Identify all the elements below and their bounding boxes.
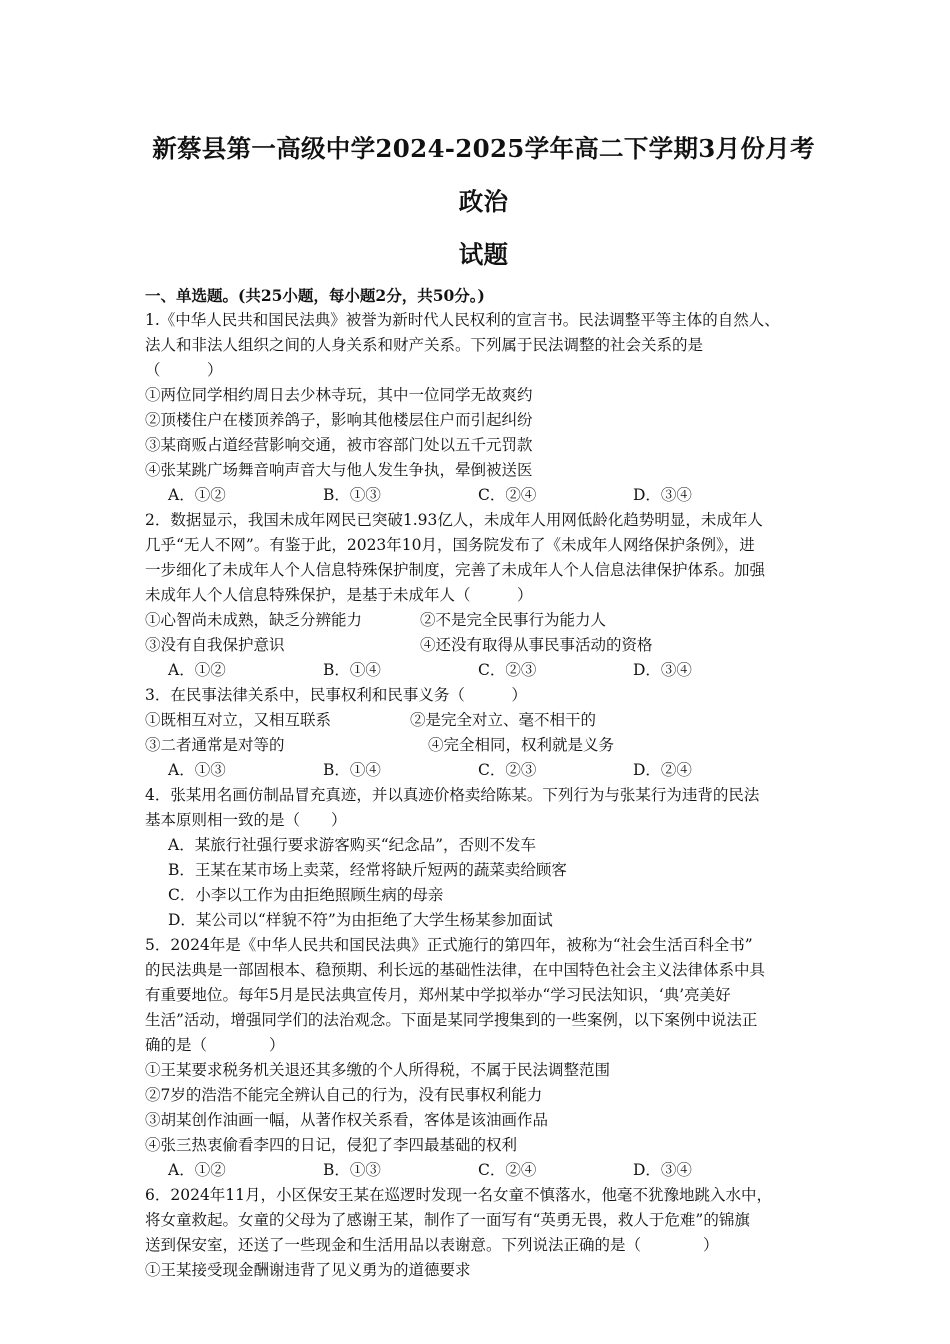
statement-item: ①王某要求税务机关退还其多缴的个人所得税，不属于民法调整范围 bbox=[145, 1061, 611, 1079]
question-6 bbox=[145, 1183, 822, 1283]
question-text: 3．在民事法律关系中，民事权利和民事义务（ ） bbox=[145, 686, 527, 704]
statement-row bbox=[145, 608, 822, 633]
question-text: 5．2024年是《中华人民共和国民法典》正式施行的第四年，被称为“社会生活百科全书” bbox=[145, 936, 753, 954]
question-text: 的民法典是一部固根本、稳预期、利长远的基础性法律，在中国特色社会主义法律体系中具 bbox=[145, 961, 766, 979]
option-d: D．③④ bbox=[633, 1161, 692, 1179]
question-2 bbox=[145, 508, 822, 683]
option-c: C．②④ bbox=[478, 1161, 537, 1179]
question-text: 法人和非法人组织之间的人身关系和财产关系。下列属于民法调整的社会关系的是 bbox=[145, 336, 704, 354]
answer-options bbox=[145, 758, 822, 783]
answer-options bbox=[145, 1158, 822, 1183]
statement-item: ①既相互对立，又相互联系 bbox=[145, 711, 332, 729]
statement-item: ②顶楼住户在楼顶养鸽子，影响其他楼层住户而引起纠纷 bbox=[145, 411, 533, 429]
statement-row bbox=[145, 733, 822, 758]
statement-item: ②是完全对立、毫不相干的 bbox=[410, 711, 597, 729]
statement-item: ④张三热衷偷看李四的日记，侵犯了李四最基础的权利 bbox=[145, 1136, 518, 1154]
statement-item: ①两位同学相约周日去少林寺玩，其中一位同学无故爽约 bbox=[145, 386, 533, 404]
answer-options bbox=[145, 658, 822, 683]
question-1 bbox=[145, 308, 822, 508]
statement-item: ②不是完全民事行为能力人 bbox=[420, 611, 607, 629]
choice-a: A．某旅行社强行要求游客购买“纪念品”，否则不发车 bbox=[168, 836, 537, 854]
answer-options bbox=[145, 483, 822, 508]
statement-item: ③胡某创作油画一幅，从著作权关系看，客体是该油画作品 bbox=[145, 1111, 549, 1129]
statement-item: ④还没有取得从事民事活动的资格 bbox=[420, 636, 653, 654]
exam-title-line1: 新蔡县第一高级中学2024-2025学年高二下学期3月份月考政治 bbox=[152, 134, 815, 216]
option-b: B．①④ bbox=[323, 761, 381, 779]
question-text: 4．张某用名画仿制品冒充真迹，并以真迹价格卖给陈某。下列行为与张某行为违背的民法 bbox=[145, 786, 760, 804]
option-d: D．③④ bbox=[633, 661, 692, 679]
statement-row bbox=[145, 633, 822, 658]
option-b: B．①④ bbox=[323, 661, 381, 679]
choice-d: D．某公司以“样貌不符”为由拒绝了大学生杨某参加面试 bbox=[168, 911, 553, 929]
statement-item: ①心智尚未成熟，缺乏分辨能力 bbox=[145, 611, 363, 629]
exam-title-line2: 试题 bbox=[458, 240, 509, 269]
question-5 bbox=[145, 933, 822, 1183]
option-a: A．①② bbox=[168, 486, 226, 504]
statement-item: ③某商贩占道经营影响交通，被市容部门处以五千元罚款 bbox=[145, 436, 533, 454]
option-c: C．②④ bbox=[478, 486, 537, 504]
question-text: 几乎“无人不网”。有鉴于此，2023年10月，国务院发布了《未成年人网络保护条例》，进 bbox=[145, 536, 755, 554]
option-b: B．①③ bbox=[323, 486, 381, 504]
option-c: C．②③ bbox=[478, 661, 537, 679]
answer-blank: （ ） bbox=[145, 361, 223, 379]
question-text: 将女童救起。女童的父母为了感谢王某，制作了一面写有“英勇无畏，救人于危难”的锦旗 bbox=[145, 1211, 750, 1229]
statement-row bbox=[145, 708, 822, 733]
question-text: 一步细化了未成年人个人信息特殊保护制度，完善了未成年人个人信息法律保护体系。加强 bbox=[145, 561, 766, 579]
option-d: D．③④ bbox=[633, 486, 692, 504]
option-a: A．①③ bbox=[168, 761, 226, 779]
question-3 bbox=[145, 683, 822, 783]
option-c: C．②③ bbox=[478, 761, 537, 779]
question-text: 未成年人个人信息特殊保护，是基于未成年人（ ） bbox=[145, 586, 533, 604]
option-b: B．①③ bbox=[323, 1161, 381, 1179]
choice-c: C．小李以工作为由拒绝照顾生病的母亲 bbox=[168, 886, 444, 904]
statement-item: ③没有自我保护意识 bbox=[145, 636, 285, 654]
question-text: 送到保安室，还送了一些现金和生活用品以表谢意。下列说法正确的是（ ） bbox=[145, 1236, 719, 1254]
statement-item: ①王某接受现金酬谢违背了见义勇为的道德要求 bbox=[145, 1261, 471, 1279]
statement-item: ④张某跳广场舞音响声音大与他人发生争执，晕倒被送医 bbox=[145, 461, 533, 479]
question-text: 2．数据显示，我国未成年网民已突破1.93亿人，未成年人用网低龄化趋势明显，未成年人 bbox=[145, 511, 763, 529]
question-4 bbox=[145, 783, 822, 933]
option-a: A．①② bbox=[168, 661, 226, 679]
question-text: 基本原则相一致的是（ ） bbox=[145, 811, 347, 829]
option-a: A．①② bbox=[168, 1161, 226, 1179]
statement-item: ③二者通常是对等的 bbox=[145, 736, 285, 754]
option-d: D．②④ bbox=[633, 761, 692, 779]
choice-b: B．王某在某市场上卖菜，经常将缺斤短两的蔬菜卖给顾客 bbox=[168, 861, 567, 879]
question-text: 有重要地位。每年5月是民法典宣传月，郑州某中学拟举办“学习民法知识，‘典’亮美好 bbox=[145, 986, 731, 1004]
section-heading: 一、单选题。(共25小题，每小题2分，共50分。) bbox=[145, 286, 485, 305]
question-text: 6．2024年11月，小区保安王某在巡逻时发现一名女童不慎落水，他毫不犹豫地跳入水中， bbox=[145, 1186, 773, 1204]
statement-item: ④完全相同，权利就是义务 bbox=[428, 736, 615, 754]
question-text: 1.《中华人民共和国民法典》被誉为新时代人民权利的宣言书。民法调整平等主体的自然人、 bbox=[145, 311, 780, 329]
question-text: 生活”活动，增强同学们的法治观念。下面是某同学搜集到的一些案例，以下案例中说法正 bbox=[145, 1011, 758, 1029]
statement-item: ②7岁的浩浩不能完全辨认自己的行为，没有民事权利能力 bbox=[145, 1086, 543, 1104]
question-text: 确的是（ ） bbox=[145, 1036, 285, 1054]
